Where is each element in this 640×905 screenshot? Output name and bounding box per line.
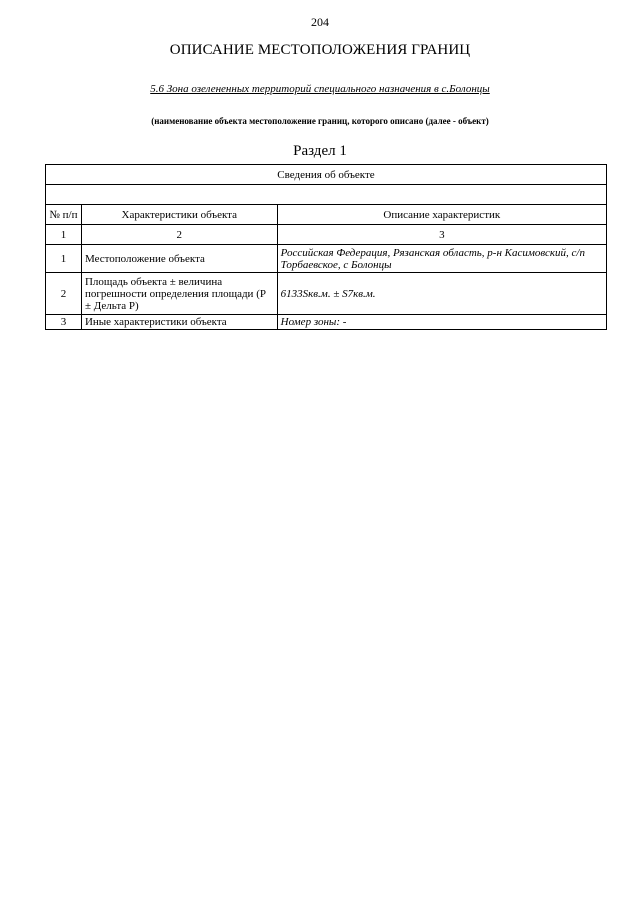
page-number: 204 xyxy=(311,15,329,29)
table-index-row xyxy=(46,225,607,245)
row-num: 3 xyxy=(46,315,82,330)
table-caption: Сведения об объекте xyxy=(46,165,607,185)
table-row xyxy=(46,273,607,315)
table-row xyxy=(46,245,607,273)
document-title: ОПИСАНИЕ МЕСТОПОЛОЖЕНИЯ ГРАНИЦ xyxy=(169,42,471,58)
row-description: Номер зоны: - xyxy=(277,315,606,330)
index-cell: 3 xyxy=(277,225,606,245)
row-num: 2 xyxy=(46,273,82,315)
header-num: № п/п xyxy=(46,205,82,225)
table-empty-cell xyxy=(46,185,607,205)
index-cell: 1 xyxy=(46,225,82,245)
table-empty-row xyxy=(46,185,607,205)
section-title: Раздел 1 xyxy=(293,143,347,159)
row-description: 6133Sкв.м. ± S7кв.м. xyxy=(277,273,606,315)
row-characteristic: Иные характеристики объекта xyxy=(81,315,277,330)
header-description: Описание характеристик xyxy=(277,205,606,225)
row-description: Российская Федерация, Рязанская область, р-н Касимовский, с/п Торбаевское, с Болонцы xyxy=(277,245,606,273)
object-info-table xyxy=(45,164,607,330)
row-num: 1 xyxy=(46,245,82,273)
table-caption-row xyxy=(46,165,607,185)
row-characteristic: Местоположение объекта xyxy=(81,245,277,273)
object-name-caption: (наименование объекта местоположение границ, которого описано (далее - объект) xyxy=(151,116,489,126)
header-characteristic: Характеристики объекта xyxy=(81,205,277,225)
object-name: 5.6 Зона озелененных территорий специального назначения в с.Болонцы xyxy=(150,83,490,95)
index-cell: 2 xyxy=(81,225,277,245)
table-header-row xyxy=(46,205,607,225)
row-characteristic: Площадь объекта ± величина погрешности определения площади (P ± Дельта P) xyxy=(81,273,277,315)
table-row xyxy=(46,315,607,330)
